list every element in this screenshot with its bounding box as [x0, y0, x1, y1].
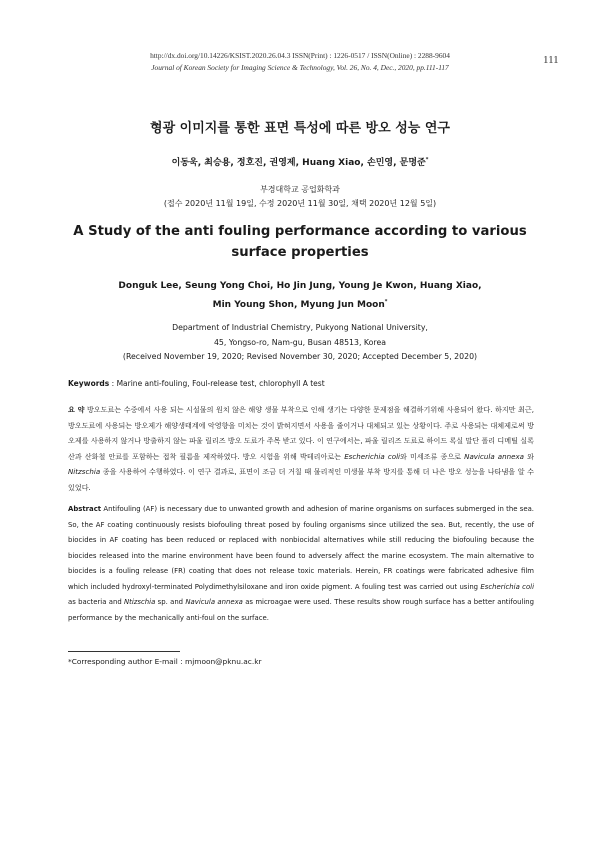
journal-citation-line: Journal of Korean Society for Imaging Science & Technology, Vol. 26, No. 4, Dec., 2020, pp.111-117 — [151, 63, 449, 72]
english-authors-line-1: Donguk Lee, Seung Yong Choi, Ho Jin Jung, Young Je Kwon, Huang Xiao, — [118, 281, 482, 291]
korean-abstract-text-3: 와 — [524, 451, 534, 461]
keywords-text: : Marine anti-fouling, Foul-release test, chlorophyll A test — [109, 379, 325, 388]
english-authors-line-2: Min Young Shon, Myung Jun Moon — [212, 300, 385, 310]
korean-affiliation-block — [0, 183, 600, 211]
korean-abstract-text-2: 와 미세조류 종으로 — [400, 451, 465, 461]
english-abstract-italic-3: Navicula annexa — [185, 598, 243, 606]
doi-issn-line: http://dx.doi.org/10.14226/KSIST.2020.26.04.3 ISSN(Print) : 1226-0517 / ISSN(Online) : 2288-9604 — [150, 51, 450, 60]
english-abstract-italic-1: Escherichia coli — [480, 582, 534, 591]
english-dates: (Received November 19, 2020; Revised November 30, 2020; Accepted December 5, 2020) — [122, 352, 478, 361]
korean-author-list: 이동욱, 최승용, 정호진, 권영제, Huang Xiao, 손민영, 문명준 — [171, 158, 426, 168]
english-abstract-text-1: Antifouling (AF) is necessary due to unwanted growth and adhesion of marine organisms on surfaces submerged in the sea. So, the AF coating continuously resists biofouling threat posed by fouling organisms since utilized the sea. But, recently, the use of biocides in AF coating has been reduced or replaced with nonbiocidal alternatives while still reducing the biofouling because the biocides released into the marine environment have been found to adversely affect the marine ecosystem. The main alternative to biocides is a fouling release (FR) coating that does not release toxic materials. Herein, FR coatings were fabricated adhesive film which included hydroxyl-terminated Polydimethylsiloxane and iron oxide pigment. A fouling test was carried out using — [68, 505, 534, 591]
corresponding-author-footnote: *Corresponding author E-mail : mjmoon@pknu.ac.kr — [68, 657, 262, 666]
footnote-divider — [68, 651, 180, 652]
english-title-line-2: surface properties — [231, 245, 369, 260]
english-affiliation-line-1: Department of Industrial Chemistry, Pukyong National University, — [172, 323, 428, 332]
korean-abstract-italic-3: Nitzschia — [68, 467, 101, 477]
english-title-line-1: A Study of the anti fouling performance according to various — [73, 224, 527, 239]
korean-abstract-text-4: 종을 사용하여 수행하였다. 이 연구 결과로, 표면이 조금 더 거칠 때 물리적인 미생물 부착 방지를 통해 더 나은 방오 성능을 나타냄을 알 수 있었다. — [68, 467, 535, 492]
korean-title: 형광 이미지를 통한 표면 특성에 따른 방오 성능 연구 — [150, 121, 450, 136]
korean-affiliation: 부경대학교 공업화학과 — [260, 185, 340, 194]
english-abstract-label: Abstract — [68, 505, 102, 513]
korean-abstract-label: 요 약 — [68, 405, 85, 414]
corresponding-mark: * — [425, 157, 429, 163]
korean-abstract-italic-2: Navicula annexa — [464, 451, 525, 461]
english-affiliation-line-2: 45, Yongso-ro, Nam-gu, Busan 48513, Korea — [213, 337, 387, 347]
journal-header — [60, 50, 540, 74]
korean-dates: (접수 2020년 11월 19일, 수정 2020년 11월 30일, 채택 2020년 12월 5일) — [163, 199, 437, 208]
english-authors-line-2-wrap — [70, 294, 530, 313]
english-abstract — [68, 502, 534, 626]
korean-authors — [0, 155, 600, 168]
page-number: 111 — [543, 54, 559, 66]
keywords — [68, 379, 325, 388]
keywords-label: Keywords — [68, 379, 110, 388]
english-affiliation-block — [70, 321, 530, 365]
english-authors — [70, 278, 530, 313]
english-abstract-text-3: sp. and — [155, 598, 186, 606]
korean-abstract-text-1: 방오도료는 수중에서 사용 되는 시설물의 원치 않은 해양 생물 부착으로 인해 생기는 다양한 문제점을 해결하기위해 사용되어 왔다. 하지만 최근, 방오도료에 사용되는 방오제가 해양생태계에 악영향을 미치는 것이 밝혀지면서 사용을 줄이거나 대체되고 있는 상황이다. 주로 사용되는 대체제로써 방오제를 사용하지 않거나 방출하지 않는 파울 릴리즈 방오 도료가 주목 받고 있다. 이 연구에서는, 파울 릴리즈 도료로 하이드 록실 말단 폴리 디메틸 실록산과 산화철 안료를 포함하는 접착 필름을 제작하였다. 방오 시험을 위해 박테리아로는 — [68, 405, 534, 461]
english-title — [70, 221, 530, 263]
english-abstract-text-2: as bacteria and — [68, 598, 125, 606]
english-abstract-text-4: as microagae were used. These results show rough surface has a better antifouling performance by the mechanically anti-foul on the surface. — [68, 598, 534, 622]
korean-abstract — [68, 402, 534, 496]
english-abstract-italic-2: Ntizschia — [124, 598, 156, 606]
korean-abstract-italic-1: Escherichia coli — [344, 451, 401, 461]
corresponding-mark-en: * — [384, 299, 388, 305]
